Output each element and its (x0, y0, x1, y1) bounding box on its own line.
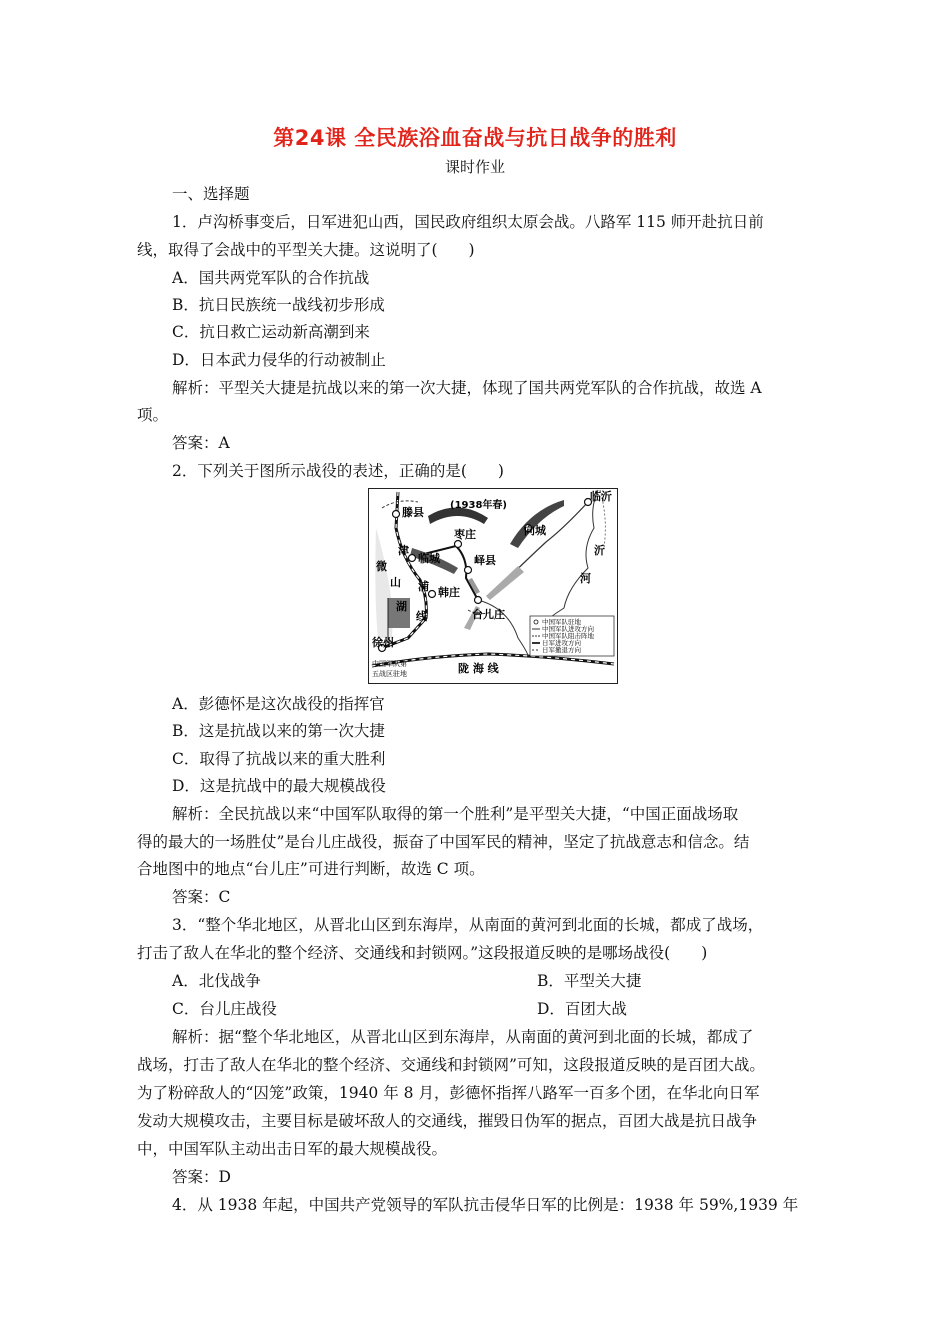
q3-explanation-line4: 发动大规模攻击，主要目标是破坏敌人的交通线，摧毁日伪军的据点，百团大战是抗日战争 (137, 1112, 758, 1130)
q2-stem: 2．下列关于图所示战役的表述，正确的是( ) (172, 462, 504, 480)
map-label-xian: 线 (416, 610, 427, 623)
q2-option-b: B．这是抗战以来的第一次大捷 (172, 722, 385, 740)
q3-explanation-line5: 中，中国军队主动出击日军的最大规模战役。 (137, 1140, 448, 1158)
q1-explanation-line1: 解析：平型关大捷是抗战以来的第一次大捷，体现了国共两党军队的合作抗战，故选 A (172, 379, 762, 397)
q3-option-c: C．台儿庄战役 (172, 1000, 277, 1018)
q4-stem-line1: 4．从 1938 年起，中国共产党领导的军队抗击侵华日军的比例是：1938 年 59%,1939 年 (172, 1196, 799, 1214)
map-label-yi: 沂 (594, 544, 605, 557)
q2-answer: 答案：C (172, 888, 231, 906)
map-label-lincheng: 临城 (418, 552, 440, 565)
map-label-tengxian: 滕县 (402, 506, 424, 519)
q1-option-b: B．抗日民族统一战线初步形成 (172, 296, 385, 314)
lesson-subtitle: 课时作业 (444, 158, 505, 176)
q1-option-d: D．日本武力侵华的行动被制止 (172, 351, 386, 369)
q1-option-c: C．抗日救亡运动新高潮到来 (172, 323, 370, 341)
section-heading: 一、选择题 (172, 185, 250, 203)
map-label-zaozhuang: 枣庄 (454, 528, 476, 541)
q1-explanation-line2: 项。 (137, 406, 169, 424)
q1-answer: 答案：A (172, 434, 230, 452)
map-label-xuzhou: 徐州 (372, 636, 394, 649)
taierzhuang-battle-map (368, 488, 618, 684)
map-label-shan: 山 (390, 576, 401, 589)
map-label-yixian: 峄县 (474, 554, 496, 567)
q3-option-b: B．平型关大捷 (537, 972, 642, 990)
map-label-hq-1: 中国军队第 (372, 660, 407, 668)
map-label-taierzhuang: 台儿庄 (472, 608, 505, 621)
map-label-pu: 浦 (418, 580, 429, 593)
legend-item-2: 中国军队阻击阵地 (542, 632, 594, 640)
q3-answer: 答案：D (172, 1168, 231, 1186)
map-label-hanzhuang: 韩庄 (438, 586, 460, 599)
map-label-linyi: 临沂 (590, 490, 612, 503)
q3-option-a: A．北伐战争 (172, 972, 261, 990)
q2-option-a: A．彭德怀是这次战役的指挥官 (172, 695, 385, 713)
lesson-title: 第24课 全民族浴血奋战与抗日战争的胜利 (273, 126, 677, 150)
map-label-longhai: 陇 海 线 (458, 662, 499, 675)
map-label-xiangcheng: 向城 (524, 524, 546, 537)
q3-stem-line2: 打击了敌人在华北的整个经济、交通线和封锁网。”这段报道反映的是哪场战役( ) (137, 944, 708, 962)
legend-item-0: 中国军队驻地 (542, 618, 581, 626)
q2-option-d: D．这是抗战中的最大规模战役 (172, 777, 386, 795)
map-label-he: 河 (580, 572, 591, 585)
q3-explanation-line3: 为了粉碎敌人的“囚笼”政策，1940 年 8 月，彭德怀指挥八路军一百多个团，在华北向日军 (137, 1084, 760, 1102)
q3-explanation-line1: 解析：据“整个华北地区，从晋北山区到东海岸，从南面的黄河到北面的长城，都成了 (172, 1028, 754, 1046)
map-legend (530, 616, 614, 656)
q3-option-d: D．百团大战 (537, 1000, 627, 1018)
map-label-hq-2: 五战区驻地 (372, 670, 407, 678)
map-label-jin: 津 (398, 544, 409, 557)
q2-explanation-line2: 得的最大的一场胜仗”是台儿庄战役，振奋了中国军民的精神，坚定了抗战意志和信念。结 (137, 833, 750, 851)
legend-item-4: 日军撤退方向 (542, 646, 581, 654)
q2-option-c: C．取得了抗战以来的重大胜利 (172, 750, 386, 768)
map-year-label: (1938年春) (450, 500, 507, 511)
q3-explanation-line2: 战场，打击了敌人在华北的整个经济、交通线和封锁网”可知，这段报道反映的是百团大战。 (137, 1056, 765, 1074)
q2-explanation-line3: 合地图中的地点“台儿庄”可进行判断，故选 C 项。 (137, 860, 485, 878)
legend-item-1: 中国军队进攻方向 (542, 625, 594, 633)
q3-stem-line1: 3．“整个华北地区，从晋北山区到东海岸，从南面的黄河到北面的长城，都成了战场， (172, 916, 764, 934)
q2-explanation-line1: 解析：全民抗战以来“中国军队取得的第一个胜利”是平型关大捷，“中国正面战场取 (172, 805, 739, 823)
q1-stem-line1: 1．卢沟桥事变后，日军进犯山西，国民政府组织太原会战。八路军 115 师开赴抗日前 (172, 213, 764, 231)
map-label-hu: 湖 (396, 600, 407, 613)
q1-option-a: A．国共两党军队的合作抗战 (172, 269, 370, 287)
map-label-wei: 微 (376, 560, 387, 573)
q1-stem-line2: 线，取得了会战中的平型关大捷。这说明了( ) (137, 241, 475, 259)
legend-item-3: 日军进攻方向 (542, 639, 581, 647)
